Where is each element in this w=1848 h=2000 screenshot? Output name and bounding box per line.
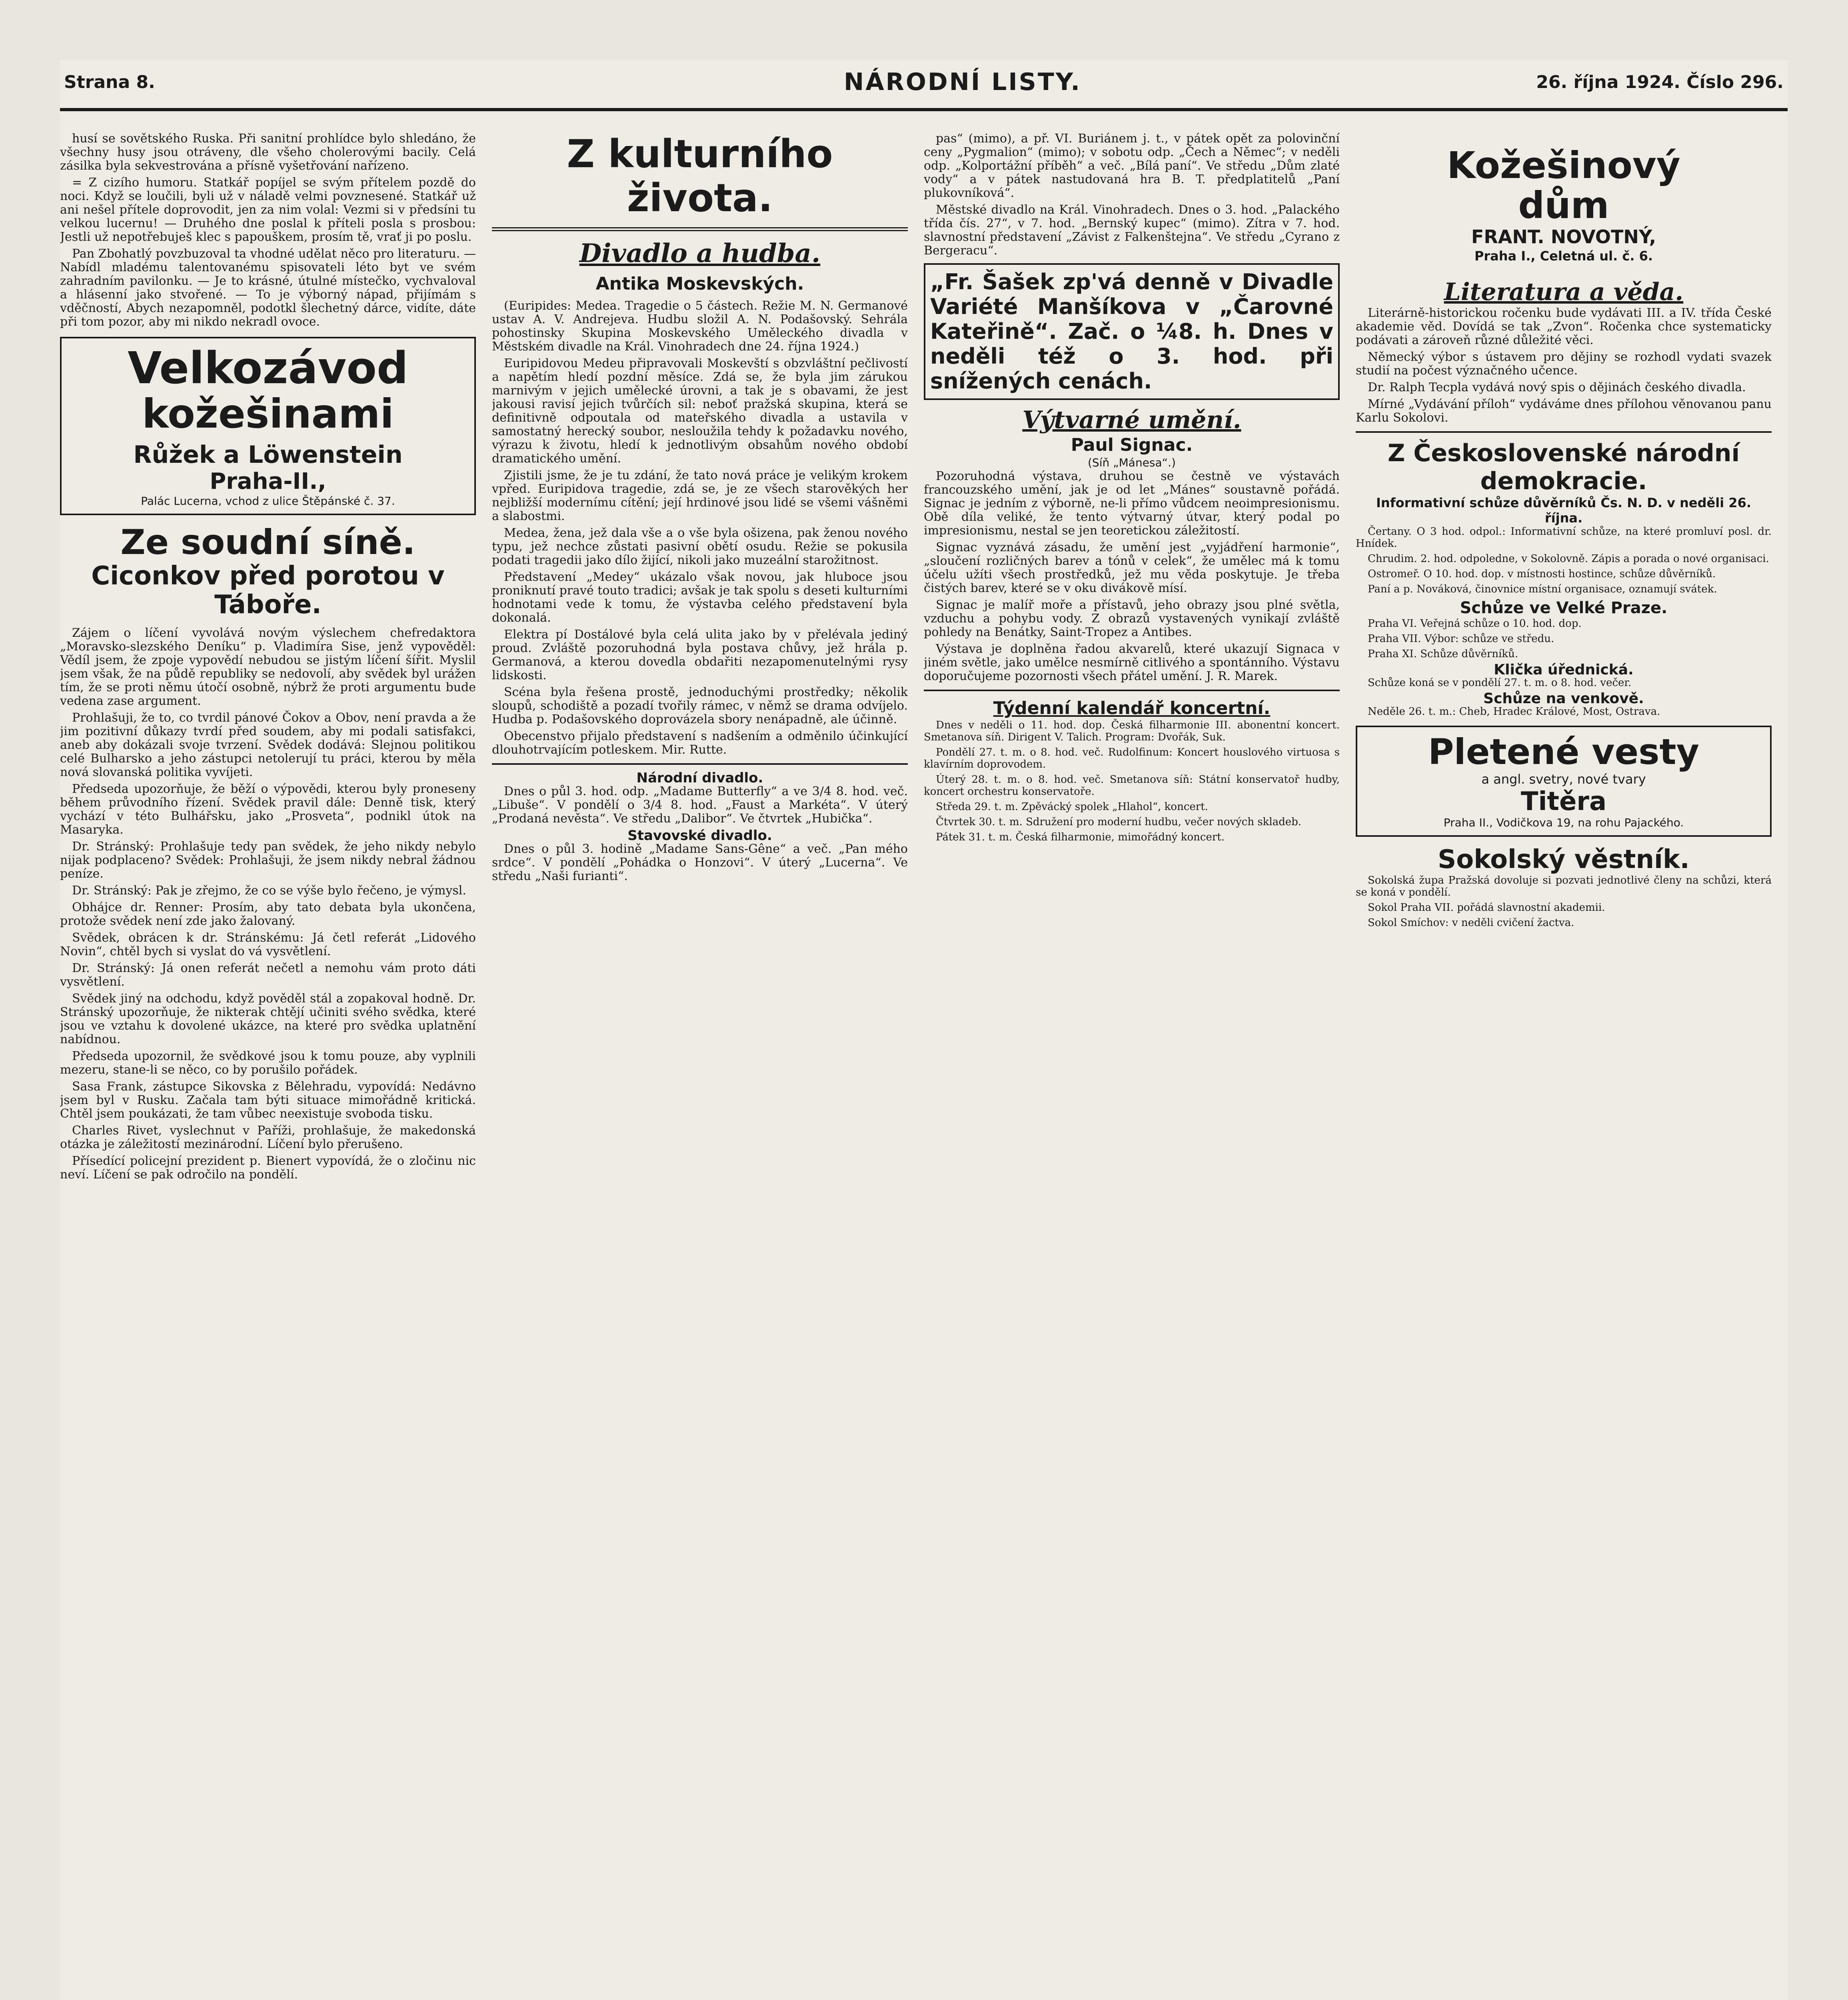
paragraph: Německý výbor s ústavem pro dějiny se rozhodl vydati svazek studií na počest význačného učence. xyxy=(1356,350,1772,378)
paragraph: husí se sovětského Ruska. Při sanitní prohlídce bylo shledáno, že všechny husy jsou otráveny, dle všeho cholerovými bacily. Celá zásilka byla sekvestrována a přísně vyšetřování nařízeno. xyxy=(60,132,476,173)
section-title: Z Československé národní demokracie. xyxy=(1387,439,1740,495)
paragraph: Mírné „Vydávání příloh“ vydáváme dnes přílohou věnovanou panu Karlu Sokolovi. xyxy=(1356,397,1772,425)
ad-line: Pletené vesty xyxy=(1428,731,1699,772)
paragraph: Dnes v neděli o 11. hod. dop. Česká filharmonie III. abonentní koncert. Smetanova síň. Dirigent V. Talich. Program: Dvořák, Suk. xyxy=(924,719,1340,743)
meeting-title: Schůze na venkově. xyxy=(1483,690,1644,707)
paragraph: Přísedící policejní prezident p. Bienert vypovídá, že o zločinu nic neví. Líčení se pak odročilo na pondělí. xyxy=(60,1154,476,1182)
divider xyxy=(924,690,1340,691)
paragraph: Dnes o půl 3. hodině „Madame Sans-Gêne“ a več. „Pan mého srdce“. V pondělí „Pohádka o Honzovi“. V úterý „Lucerna“. Ve středu „Naši furianti“. xyxy=(492,842,908,883)
paragraph: Chrudim. 2. hod. odpoledne, v Sokolovně. Zápis a porada o nové organisaci. xyxy=(1368,553,1769,565)
paragraph: Euripidovou Medeu připravovali Moskevští s obzvláštní pečlivostí a napětím hledí pozdní měsíce. Zdá se, že byla jim zárukou marnivým v jejich umělecké úrovni, a tak je s obavami, že jest jakousi ravisí jejich tvůrčích sil: neboť pražská skupina, která se definitivně odpoutala od mateřského divadla a ustavila v samostatný herecký soubor, nesloužila tehdy k požadavku nového, výrazu k životu, hledí k jednotlivým obsahům nového období dramatického umění. xyxy=(492,356,908,466)
meeting-title: Schůze ve Velké Praze. xyxy=(1460,599,1668,617)
section-subtitle: Výtvarné umění. xyxy=(1022,406,1241,434)
paragraph: Čtvrtek 30. t. m. Sdružení pro moderní hudbu, večer nových skladeb. xyxy=(936,816,1302,828)
paragraph: Pátek 31. t. m. Česká filharmonie, mimořádný koncert. xyxy=(936,831,1225,843)
ad-line: kožešinami xyxy=(142,390,394,437)
section-subtitle: Divadlo a hudba. xyxy=(579,238,821,268)
paragraph: Literárně-historickou ročenku bude vydávati III. a IV. třída České akademie věd. Dovídá se tak „Zvon“. Ročenka chce systematicky podávati a zároveň různé důležité věci. xyxy=(1356,306,1772,347)
paragraph: (Euripides: Medea. Tragedie o 5 částech. Režie M. N. Germanové ustav A. V. Andrejeva. Hudbu složil A. N. Podašovský. Sehrála pohostinsky Skupina Moskevského Uměleckého divadla v Městském divadle na Král. Vinohradech dne 24. října 1924.) xyxy=(492,299,908,354)
paragraph: Elektra pí Dostálové byla celá ulita jako by v přelévala jediný proud. Zvláště pozoruhodná byla postava chůvy, jež hrála p. Germanová, a kterou dovedla obdařiti nezapomenutelnými rysy lidskosti. xyxy=(492,628,908,682)
advertisement-fur-house xyxy=(1356,140,1772,270)
paragraph: Městské divadlo na Král. Vinohradech. Dnes o 3. hod. „Palackého třída čís. 27“, v 7. hod. „Bernský kupec“ (mimo). Zítra v 7. hod. slavnostní představení „Závist z Falkenštejna“. Ve středu „Cyrano z Bergeracu“. xyxy=(924,203,1340,258)
paragraph: Obecenstvo přijalo představení s nadšením a odměnilo účinkující dlouhotrvajícím potleskem. Mir. Rutte. xyxy=(492,729,908,757)
newspaper-title: NÁRODNÍ LISTY. xyxy=(844,68,1082,96)
divider xyxy=(492,227,908,231)
ad-line: a angl. svetry, nové tvary xyxy=(1481,772,1646,787)
theatre-title: Stavovské divadlo. xyxy=(627,828,772,844)
section-title: Sokolský věstník. xyxy=(1438,845,1690,874)
section-subtitle: Literatura a věda. xyxy=(1444,278,1684,306)
paragraph: Prohlašuji, že to, co tvrdil pánové Čokov a Obov, není pravda a že jim pozitivní důkazy tvrdí před soudem, aby mi podali satisfakci, aneb aby dokázali svoje tvrzení. Svědek dodává: Slejnou politikou celé Bulharsko a jeho zástupci netolerují tu práci, kterou by měla nová slovanská politika vyvíjeti. xyxy=(60,711,476,779)
paragraph: = Z cizího humoru. Statkář popíjel se svým přítelem pozdě do noci. Když se loučili, byli už v náladě velmi povznesené. Statkář už ani nešel přítele doprovodit, jen za nim volal: Vezmi si v předsíni tu velkou lucernu! — Druhého dne poslal k příteli posla s prosbou: Jestli už nepotřebuješ klec s papouškem, prosím tě, vrať ji po poslu. xyxy=(60,176,476,244)
concert-calendar-title: Týdenní kalendář koncertní. xyxy=(993,698,1271,718)
article-title: Ze soudní síně. xyxy=(120,522,416,562)
paragraph: Dr. Ralph Tecpla vydává nový spis o dějinách českého divadla. xyxy=(1368,380,1746,394)
divider xyxy=(1356,431,1772,433)
paragraph: Svědek, obrácen k dr. Stránskému: Já četl referát „Lidového Novin“, chtěl bych si vyslat do vá vysvětlení. xyxy=(60,931,476,958)
advertisement-furs xyxy=(60,337,476,515)
ad-line: Palác Lucerna, vchod z ulice Štěpánské č. 37. xyxy=(141,494,395,508)
paragraph: Praha XI. Schůze důvěrníků. xyxy=(1368,648,1518,660)
section-subtitle: Informativní schůze důvěrníků Čs. N. D. v neděli 26. října. xyxy=(1376,495,1751,526)
paragraph: Medea, žena, jež dala vše a o vše byla ošizena, pak ženou nového typu, jež nechce zůstati pasivní obětí osudu. Režie se pokusila podati tragedii jako dílo žijící, nikoli jako muzeální starožitnost. xyxy=(492,526,908,567)
paragraph: Dnes o půl 3. hod. odp. „Madame Butterfly“ a ve 3/4 8. hod. več. „Libuše“. V pondělí o 3/4 8. hod. „Faust a Markéta“. V úterý „Prodaná nevěsta“. Ve středu „Dalibor“. Ve čtvrtek „Hubička“. xyxy=(492,784,908,826)
paragraph: Pozoruhodná výstava, druhou se čestně ve výstavách francouzského umění, jak je od let „Mánes“ soustavně pořádá. Signac je jedním z výborně, ne-li přímo vůdcem neoimpresionismu. Obě díla veliké, že tento výtvarný útvar, který podal po impresionismu, nestal se jen teoretickou záležitostí. xyxy=(924,469,1340,538)
paragraph: Předseda upozornil, že svědkové jsou k tomu pouze, aby vyplnili mezeru, stane-li se něco, co by porušilo pořádek. xyxy=(60,1049,476,1077)
paragraph: Schůze koná se v pondělí 27. t. m. o 8. hod. večer. xyxy=(1368,677,1632,689)
paragraph: Paní a p. Nováková, činovnice místní organisace, oznamují svátek. xyxy=(1368,583,1717,595)
column-3 xyxy=(924,132,1340,2000)
review-note: (Síň „Mánesa“.) xyxy=(1088,456,1176,469)
paragraph: Pan Zbohatlý povzbuzoval ta vhodné udělat něco pro literaturu. — Nabídl mladému talentovanému spisovateli léto byt ve svém zahradním pavilonku. — Je to krásné, útulné místečko, vychvaloval a hlásenní jako stvořené. — To je výborný nápad, přijímám s vděčností, Abych nezapomněl, podotkl šlechetný dárce, vidíte, dáte při tom pozor, aby mi nikdo nekradl ovoce. xyxy=(60,247,476,329)
paragraph: Dr. Stránský: Prohlašuje tedy pan svědek, že jeho nikdy nebylo nijak podplaceno? Svědek: Prohlašuji, že jsem nikdy nebral žádnou peníze. xyxy=(60,840,476,881)
ad-line: Velkozávod xyxy=(128,342,408,394)
paragraph: Výstava je doplněna řadou akvarelů, které ukazují Signaca v jiném světle, jako umělce nesmírně citlivého a spontánního. Výstavu doporučujeme pozornosti všech přátel umění. J. R. Marek. xyxy=(924,642,1340,683)
ad-line: Praha II., Vodičkova 19, na rohu Pajackého. xyxy=(1443,816,1684,829)
meeting-title: Klička úřednická. xyxy=(1494,662,1634,678)
page-header xyxy=(60,60,1788,111)
ad-line: Růžek a Löwenstein xyxy=(133,441,403,469)
ad-line: Kožešinový xyxy=(1447,144,1680,187)
paragraph: Neděle 26. t. m.: Cheb, Hradec Králové, Most, Ostrava. xyxy=(1368,706,1660,718)
paragraph: Sokol Smíchov: v neděli cvičení žactva. xyxy=(1368,917,1574,929)
paragraph: Praha VI. Veřejná schůze o 10. hod. dop. xyxy=(1368,618,1582,630)
ad-line: Praha-II., xyxy=(210,468,326,494)
paragraph: Sokolská župa Pražská dovoluje si pozvati jednotlivé členy na schůzi, která se koná v pondělí. xyxy=(1356,874,1772,898)
paragraph: Představení „Medey“ ukázalo však novou, jak hluboce jsou proniknutí pravé touto tradici; avšak je tak spolu s deseti kulturními hodnotami vede k tomu, že výstavba celého představení byla dokonalá. xyxy=(492,570,908,625)
column-1 xyxy=(60,132,476,2000)
paragraph: Zájem o líčení vyvolává novým výslechem chefredaktora „Moravsko-slezského Deníku“ p. Vladimíra Sise, jenž vypověděl: Vědíl jsem, že zpoje vypovědí nebudou se jistým líčení šířit. Myslil jsem však, že na půdě republiky se nedovolí, aby svědek byl urážen tím, že se proti němu útočí osobně, nýbrž že proti argumentu bude vedena zase argument. xyxy=(60,626,476,708)
paragraph: Úterý 28. t. m. o 8. hod. več. Smetanova síň: Státní konservatoř hudby, koncert orchestru konservatoře. xyxy=(924,774,1340,798)
paragraph: Signac vyznává zásadu, že umění jest „vyjádření harmonie“, „sloučení rozličných barev a tónů v celek“, že umělec má k tomu účelu užíti všech prostředků, jež mu věda poskytuje. Je třeba čistých barev, které se v oku divákově mísí. xyxy=(924,540,1340,595)
paragraph: Praha VII. Výbor: schůze ve středu. xyxy=(1368,633,1554,645)
paragraph: Sasa Frank, zástupce Sikovska z Bělehradu, vypovídá: Nedávno jsem byl v Rusku. Začala tam býti situace mimořádně kritická. Chtěl jsem poukázati, že tam vůbec neexistuje svoboda tisku. xyxy=(60,1080,476,1121)
paragraph: Ostromeř. O 10. hod. dop. v místnosti hostince, schůze důvěrníků. xyxy=(1368,568,1716,580)
page-number: Strana 8. xyxy=(64,72,155,92)
paragraph: Charles Rivet, vyslechnut v Paříži, prohlašuje, že makedonská otázka je záležitostí mezinárodní. Líčení bylo přerušeno. xyxy=(60,1124,476,1151)
ad-line: Titěra xyxy=(1520,787,1607,816)
column-2 xyxy=(492,132,908,2000)
paragraph: Zjistili jsme, že je tu zdání, že tato nová práce je velikým krokem vpřed. Euripidova tragedie, zdá se, je ze všech starověkých her nejbližší modernímu cítění; její hrdinové jsou lidé se všemi vášněmi a slabostmi. xyxy=(492,468,908,523)
column-4 xyxy=(1356,132,1772,2000)
paragraph: Obhájce dr. Renner: Prosím, aby tato debata byla ukončena, protože svědek není zde jako žalovaný. xyxy=(60,900,476,928)
paragraph: Předseda upozorňuje, že běží o výpovědi, kterou byly proneseny během průvodního řízení. Svědek pravil dále: Denně tisk, který vychází v této Bulhářsku, jako „Prosveta“, podnikl útok na Masaryka. xyxy=(60,782,476,837)
ad-line: dům xyxy=(1518,184,1609,227)
issue-date: 26. října 1924. Číslo 296. xyxy=(1536,72,1784,92)
ad-line: Praha I., Celetná ul. č. 6. xyxy=(1474,248,1653,264)
review-title: Paul Signac. xyxy=(1071,435,1193,455)
divider xyxy=(492,763,908,765)
paragraph: Pondělí 27. t. m. o 8. hod. več. Rudolfinum: Koncert houslového virtuosa s klavírním doprovodem. xyxy=(924,746,1340,770)
paragraph: Sokol Praha VII. pořádá slavnostní akademii. xyxy=(1368,902,1605,914)
paragraph: Svědek jiný na odchodu, když pověděl stál a zopakoval hodně. Dr. Stránský upozorňuje, že nikterak chtějí učiniti svého svědka, které jsou ve vztahu k dovolené ukázce, na které pro svědka uplatnění nabídnou. xyxy=(60,992,476,1046)
paragraph: Středa 29. t. m. Zpěvácký spolek „Hlahol“, koncert. xyxy=(936,801,1208,813)
advertisement-vests xyxy=(1356,726,1772,837)
paragraph: pas“ (mimo), a př. VI. Buriánem j. t., v pátek opět za polovinční ceny „Pygmalion“ (mimo); v sobotu odp. „Čech a Němec“; v neděli odp. „Kolportážní příběh“ a več. „Bílá paní“. Ve středu „Dům zlaté vody“ a v pátek nastudovaná hra B. T. předplatitelů „Paní plukovníková“. xyxy=(924,132,1340,200)
article-subtitle: Ciconkov před porotou v Táboře. xyxy=(91,561,445,620)
section-title: Z kulturního života. xyxy=(567,132,833,220)
paragraph: Dr. Stránský: Pak je zřejmo, že co se výše bylo řečeno, je výmysl. xyxy=(72,884,466,898)
paragraph: Scéna byla řešena prostě, jednoduchými prostředky; několik sloupů, schodiště a pozadí tvořily rámec, v němž se drama odvíjelo. Hudba p. Podašovského doprovázela sbory nenápadně, ale účinně. xyxy=(492,685,908,726)
theatre-title: Národní divadlo. xyxy=(636,770,763,786)
paragraph: Signac je malíř moře a přístavů, jeho obrazy jsou plné světla, vzduchu a pohybu vody. Z obrazů vystavených vynikají zvláště pohledy na Benátky, Saint-Tropez a Antibes. xyxy=(924,598,1340,639)
paragraph: Čertany. O 3 hod. odpol.: Informativní schůze, na které promluví posl. dr. Hnídek. xyxy=(1356,526,1772,550)
paragraph: Dr. Stránský: Já onen referát nečetl a nemohu vám proto dáti vysvětlení. xyxy=(60,961,476,989)
newspaper-page xyxy=(60,60,1788,2000)
ad-line: FRANT. NOVOTNÝ, xyxy=(1471,226,1656,248)
variety-banner: „Fr. Šašek zp'vá denně v Divadle Variété Manšíkova v „Čarovné Kateřině“. Zač. o ¼8. h. Dnes v neděli též o 3. hod. při snížených cenách. xyxy=(924,263,1340,400)
review-title: Antika Moskevských. xyxy=(595,274,804,294)
